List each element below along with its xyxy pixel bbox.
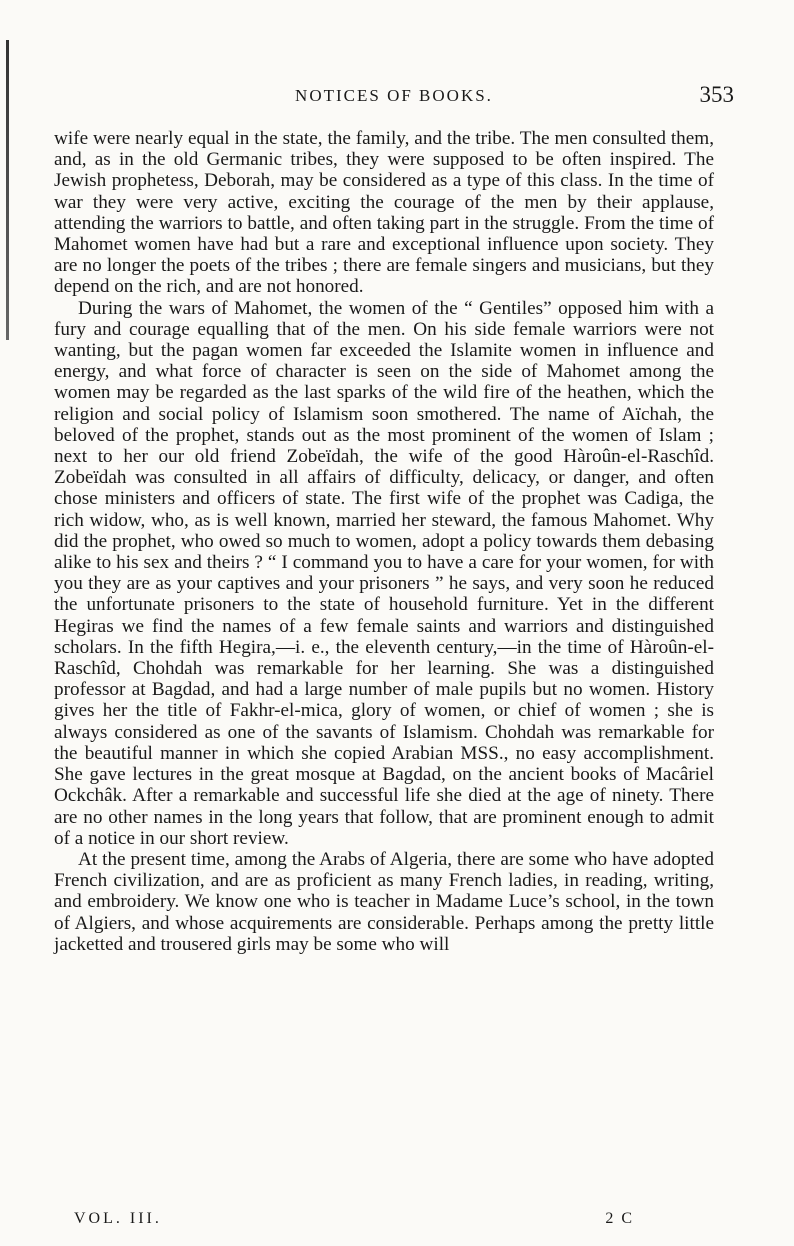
volume-signature: VOL. III.: [74, 1210, 162, 1227]
body-text: [54, 128, 714, 955]
signature-mark: 2 C: [605, 1210, 634, 1227]
paragraph: At the present time, among the Arabs of Algeria, there are some who have adopted French civilization, and are as proficient as many French ladies, in reading, writing, and embroidery. We know one who is teacher in Madame Luce’s school, in the town of Algiers, and whose acquirements are considerable. Perhaps among the pretty little jacketted and trousered girls may be some who will: [54, 848, 714, 955]
paragraph: During the wars of Mahomet, the women of the “ Gentiles” opposed him with a fury and courage equalling that of the men. On his side female warriors were not wanting, but the pagan women far exceeded the Islamite women in influence and energy, and what force of character is seen on the side of Mahomet among the women may be regarded as the last sparks of the wild fire of the heathen, which the religion and social policy of Islamism soon smothered. The name of Aïchah, the beloved of the prophet, stands out as the most prominent of the women of Islam ; next to her our old friend Zobeïdah, the wife of the good Hàroûn-el-Raschîd. Zobeïdah was consulted in all affairs of difficulty, delicacy, or danger, and often chose ministers and officers of state. The first wife of the prophet was Cadiga, the rich widow, who, as is well known, married her steward, the famous Mahomet. Why did the prophet, who owed so much to women, adopt a policy towards them debasing alike to his sex and theirs ? “ I command you to have a care for your women, for with you they are as your captives and your prisoners ” he says, and very soon he reduced the unfortunate prisoners to the state of household furniture. Yet in the different Hegiras we find the names of a few female saints and warriors and distinguished scholars. In the fifth Hegira,—i. e., the eleventh century,—in the time of Hàroûn-el-Raschîd, Chohdah was remarkable for her learning. She was a distinguished professor at Bagdad, and had a large number of male pupils but no women. History gives her the title of Fakhr-el-mica, glory of women, or chief of women ; she is always considered as one of the savants of Islamism. Chohdah was remarkable for the beautiful manner in which she copied Arabian MSS., no easy accomplishment. She gave lectures in the great mosque at Bagdad, on the ancient books of Macâriel Ockchâk. After a remarkable and successful life she died at the age of ninety. There are no other names in the long years that follow, that are prominent enough to admit of a notice in our short review.: [54, 297, 714, 849]
paragraph: wife were nearly equal in the state, the family, and the tribe. The men consulted them, and, as in the old Germanic tribes, they were supposed to be often inspired. The Jewish prophetess, Deborah, may be considered as a type of this class. In the time of war they were very active, exciting the courage of the men by their applause, attending the warriors to battle, and often taking part in the struggle. From the time of Mahomet women have had but a rare and exceptional influence upon society. They are no longer the poets of the tribes ; there are female singers and musicians, but they depend on the rich, and are not honored.: [54, 128, 714, 298]
page-number: 353: [699, 82, 734, 107]
running-title: NOTICES OF BOOKS.: [295, 86, 493, 105]
page-edge-shadow: [6, 40, 9, 340]
page-header: [54, 80, 734, 110]
